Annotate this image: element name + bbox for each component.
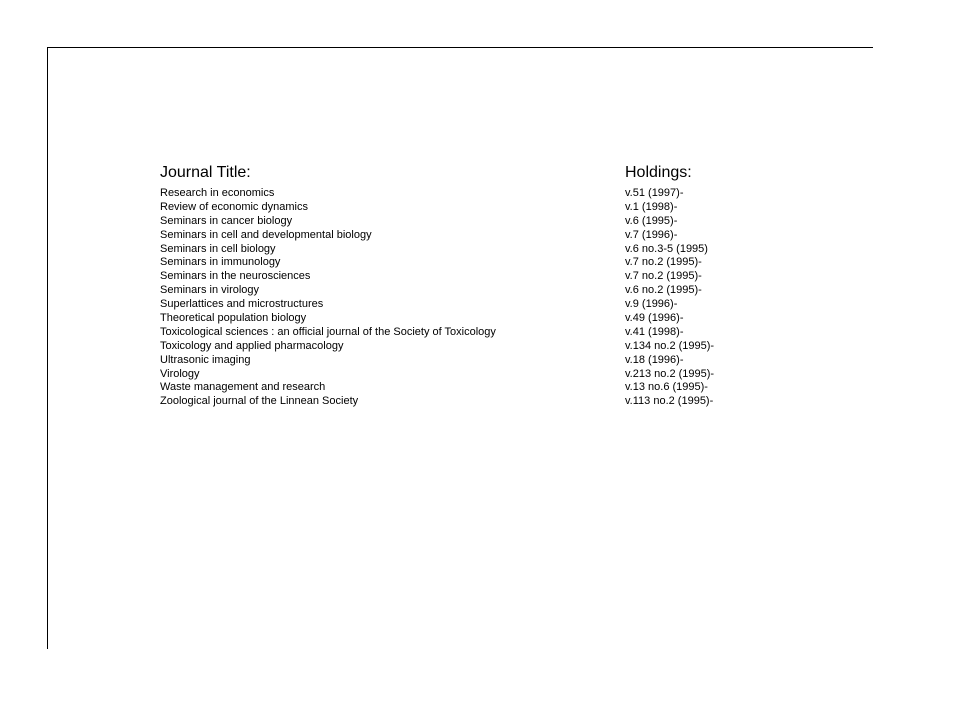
journal-row bbox=[160, 186, 760, 200]
journal-title: Virology bbox=[160, 367, 200, 380]
journal-row bbox=[160, 269, 760, 283]
journal-title: Seminars in immunology bbox=[160, 256, 281, 269]
journal-row bbox=[160, 297, 760, 311]
journal-row bbox=[160, 200, 760, 214]
journal-row bbox=[160, 214, 760, 228]
journal-holdings: v.41 (1998)- bbox=[625, 325, 684, 338]
journal-holdings: v.6 no.2 (1995)- bbox=[625, 284, 702, 297]
journal-row bbox=[160, 339, 760, 353]
journal-row bbox=[160, 283, 760, 297]
journal-title: Toxicological sciences : an official journal of the Society of Toxicology bbox=[160, 325, 496, 338]
page-border-top bbox=[48, 47, 873, 48]
journal-holdings-table bbox=[160, 163, 760, 408]
journal-title: Superlattices and microstructures bbox=[160, 298, 324, 311]
journal-title: Seminars in cell and developmental biology bbox=[160, 228, 372, 241]
journal-holdings: v.18 (1996)- bbox=[625, 353, 684, 366]
journal-title: Seminars in virology bbox=[160, 284, 260, 297]
journal-row bbox=[160, 242, 760, 256]
journal-row bbox=[160, 325, 760, 339]
journal-title: Ultrasonic imaging bbox=[160, 353, 251, 366]
journal-holdings: v.51 (1997)- bbox=[625, 187, 684, 199]
journal-row bbox=[160, 394, 760, 408]
journal-holdings: v.7 no.2 (1995)- bbox=[625, 270, 702, 283]
journal-row bbox=[160, 255, 760, 269]
journal-holdings: v.13 no.6 (1995)- bbox=[625, 381, 708, 394]
journal-row bbox=[160, 353, 760, 367]
journal-row bbox=[160, 228, 760, 242]
journal-title: Theoretical population biology bbox=[160, 312, 307, 325]
journal-row bbox=[160, 380, 760, 394]
journal-holdings: v.1 (1998)- bbox=[625, 200, 678, 213]
journal-row bbox=[160, 311, 760, 325]
journal-holdings: v.113 no.2 (1995)- bbox=[625, 395, 714, 408]
journal-title: Seminars in cell biology bbox=[160, 242, 276, 255]
holdings-header: Holdings: bbox=[625, 164, 692, 181]
journal-holdings: v.49 (1996)- bbox=[625, 312, 684, 325]
journal-row bbox=[160, 367, 760, 381]
page-border-left bbox=[47, 47, 48, 649]
table-header bbox=[160, 163, 760, 186]
journal-holdings: v.134 no.2 (1995)- bbox=[625, 339, 715, 352]
journal-holdings: v.7 no.2 (1995)- bbox=[625, 256, 702, 269]
journal-title-header: Journal Title: bbox=[160, 164, 251, 181]
journal-list bbox=[160, 186, 760, 408]
journal-holdings: v.7 (1996)- bbox=[625, 228, 678, 241]
journal-title: Seminars in the neurosciences bbox=[160, 270, 311, 283]
journal-title: Research in economics bbox=[160, 187, 275, 199]
journal-title: Seminars in cancer biology bbox=[160, 214, 293, 227]
journal-holdings: v.213 no.2 (1995)- bbox=[625, 367, 715, 380]
journal-title: Review of economic dynamics bbox=[160, 200, 308, 213]
journal-title: Zoological journal of the Linnean Society bbox=[160, 395, 359, 408]
journal-title: Toxicology and applied pharmacology bbox=[160, 339, 344, 352]
journal-holdings: v.6 (1995)- bbox=[625, 214, 678, 227]
journal-holdings: v.6 no.3-5 (1995) bbox=[625, 242, 708, 255]
journal-holdings: v.9 (1996)- bbox=[625, 298, 678, 311]
journal-title: Waste management and research bbox=[160, 381, 326, 394]
